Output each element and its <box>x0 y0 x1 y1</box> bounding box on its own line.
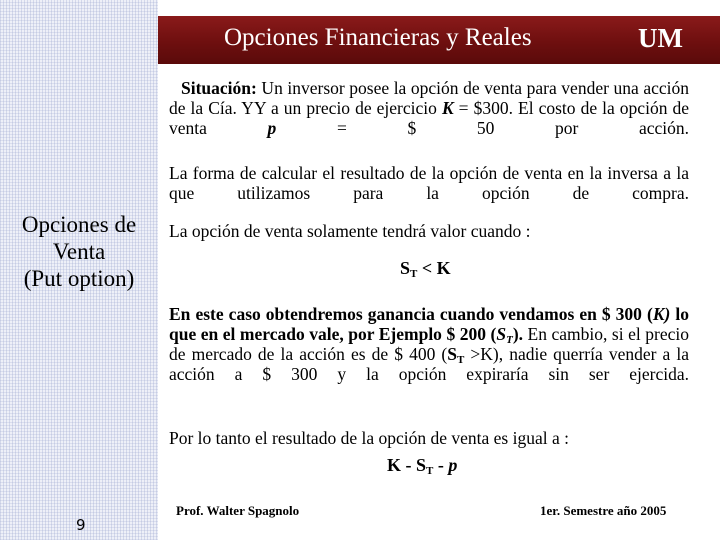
situation-paragraph <box>169 78 689 138</box>
situation-label: Situación: <box>181 78 257 98</box>
section-title-line: (Put option) <box>23 266 135 291</box>
premium-symbol: p <box>448 455 458 475</box>
premium-symbol: p <box>267 118 277 138</box>
strike-price-symbol: K <box>441 98 454 118</box>
formula-rest: < K <box>417 258 451 278</box>
slide-header <box>158 16 720 64</box>
text-span: En este caso obtendremos ganancia cuando vendamos en $ 300 ( <box>169 304 653 324</box>
example-paragraph <box>169 304 689 384</box>
um-logo: UM <box>638 23 683 53</box>
slide-title: Opciones Financieras y Reales <box>224 24 532 51</box>
page-number: 9 <box>76 516 86 534</box>
text-span: = $300. El costo de la opción de venta <box>169 98 689 138</box>
formula-subscript: T <box>506 334 513 346</box>
result-paragraph: Por lo tanto el resultado de la opción de venta es igual a : <box>169 428 569 448</box>
text-span: = $ 50 por acción. <box>276 118 689 138</box>
text-span: En cambio, si el precio de mercado de la acción es de $ 400 ( <box>169 324 689 364</box>
condition-formula <box>400 258 451 279</box>
spot-price-symbol: S <box>496 324 507 344</box>
spot-price-symbol: S <box>447 344 457 364</box>
formula-rest: - <box>433 455 449 475</box>
formula-subscript: T <box>456 354 465 366</box>
method-paragraph: La forma de calcular el resultado de la opción de venta en la inversa a la que utilizamos para la opción de compra. <box>169 163 689 203</box>
section-title-line: Opciones de <box>21 212 137 237</box>
condition-paragraph: La opción de venta solamente tendrá valor cuando : <box>169 221 531 241</box>
section-title-line: Venta <box>52 239 106 264</box>
text-span: >K), nadie querría vender a la acción a $ 300 y la opción expiraría sin ser ejercida. <box>169 344 689 384</box>
formula-subscript: T <box>426 465 434 477</box>
footer-author: Prof. Walter Spagnolo <box>176 503 300 518</box>
formula-subscript: T <box>410 268 418 280</box>
text-span: Un inversor posee la opción de venta para vender una acción de la Cía. YY a un precio de ejercicio <box>169 78 689 118</box>
text-span: ). <box>512 324 524 344</box>
footer-semester: 1er. Semestre año 2005 <box>540 503 667 518</box>
strike-price-symbol: K) <box>652 304 671 324</box>
section-title <box>4 211 154 292</box>
formula-symbol: S <box>400 258 411 278</box>
formula-symbol: K - S <box>387 455 427 475</box>
result-formula <box>387 455 457 476</box>
text-span: lo que en el mercado vale, por Ejemplo $ 200 ( <box>169 304 689 344</box>
